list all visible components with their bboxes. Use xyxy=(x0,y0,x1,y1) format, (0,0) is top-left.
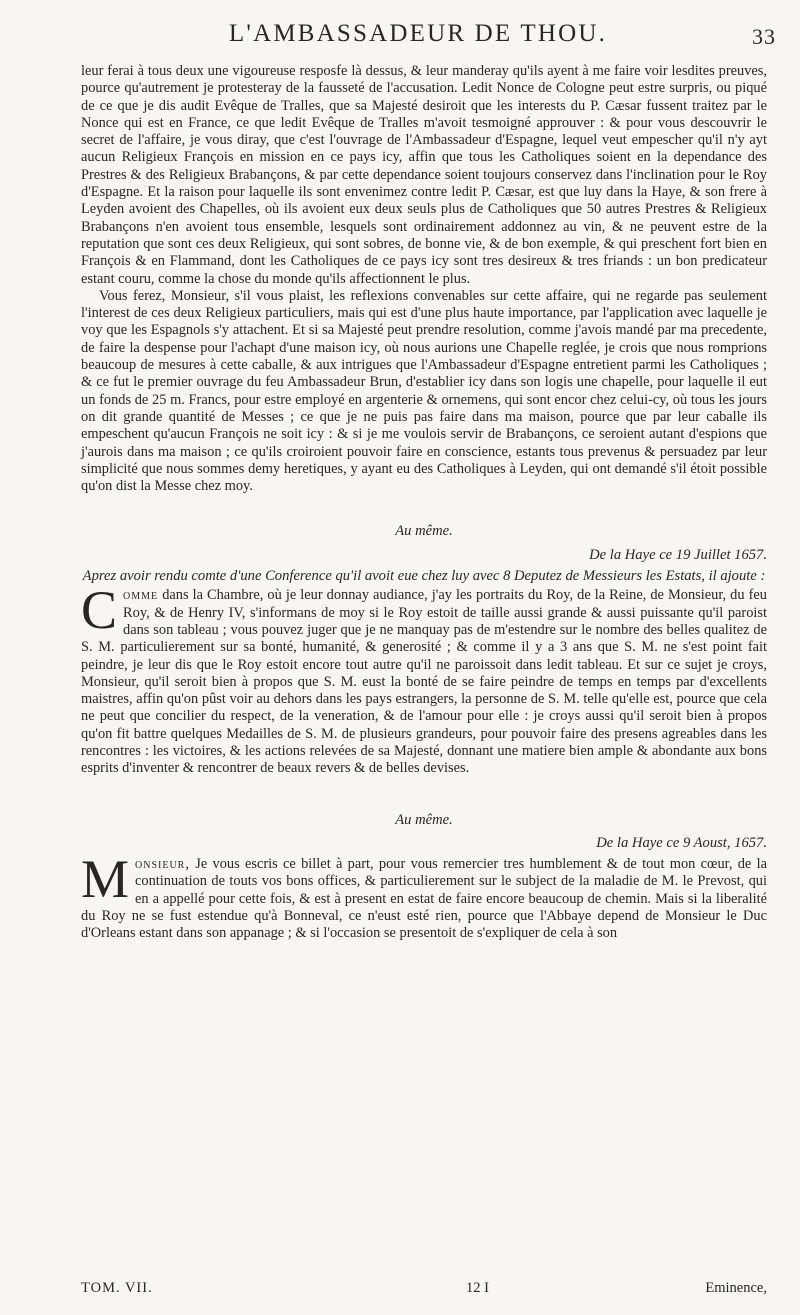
dropcap-m: M xyxy=(81,849,130,910)
letter-heading-2: Au même. xyxy=(395,811,453,828)
paragraph-4-body: Je vous escris ce billet à part, pour vous remercier tres humblement & de tout mon cœur, de la continuation de touts vos bons offices, & particulierement sur le subject de la maladie de M. le Prevost, qui en a appellé pour cette fois, & est à present en estat de faire encore beaucoup de chemin. Mais si la liberalité du Roy ne se fust estendue qu'à Bonneval, ce n'eust esté rien, pource que l'Abbaye depend de Monsieur le Duc d'Orleans estant dans son appanage ; & si l'occasion se presentoit de s'expliquer de cela à son xyxy=(81,856,767,942)
page-footer xyxy=(81,1280,767,1300)
paragraph-3 xyxy=(81,580,767,777)
tome-label: TOM. VII. xyxy=(81,1280,153,1296)
catchword: Eminence, xyxy=(705,1280,767,1296)
letter-heading-1: Au même. xyxy=(395,523,453,540)
signature-mark: 12 I xyxy=(466,1280,489,1296)
editorial-note: Aprez avoir rendu comte d'une Conference qu'il avoit eue chez luy avec 8 Deputez de Messieurs les Estats, il ajoute : xyxy=(82,568,766,585)
dateline-2: De la Haye ce 9 Aoust, 1657. xyxy=(596,834,767,851)
dropcap-c: C xyxy=(81,580,118,641)
paragraph-3-body: dans la Chambre, où je leur donnay audiance, j'ay les portraits du Roy, de la Reine, de Monsieur, du feu Roy, & de Henry IV, s'informans de moy si le Roy estoit de taille aussi grande & aussi puissante qu'il paroist dans son tableau ; vous pouvez juger que je ne manquay pas de m'estendre sur le nombre des belles qualitez de S. M. particulierement sur sa bonté, humanité, & generosité ; & comme il y a 3 ans que S. M. ne s'est point fait peindre, je leur dis que le Roy estoit encore tout autre qu'il ne paroissoit dans ledit tableau. Et sur ce sujet je croys, Monsieur, qu'il seroit bien à propos que S. M. eust la bonté de se faire peindre de temps en temps par d'excellents maistres, affin qu'on pûst voir au dehors dans les pays estrangers, la personne de S. M. telle qu'elle est, pource que cela ne peut que concilier du respect, de la veneration, & de l'amour pour elle : je croys aussi qu'il seroit bien à propos qu'on fit battre quelques Medailles de S. M. de plusieurs grandeurs, pour pouvoir faire des presens agreables dans les rencontres : les victoires, & les actions relevées de sa Majesté, donnant une matiere bien ample & abondante aux bons esprits d'inventer & rencontrer de beaux revers & de belles devises. xyxy=(81,587,767,777)
body-text xyxy=(81,63,767,943)
page-number: 33 xyxy=(752,24,776,49)
lead-word-comme: omme xyxy=(123,587,159,604)
paragraph-1: leur ferai à tous deux une vigoureuse resposfe là dessus, & leur manderay qu'ils ayent à me faire voir lesdites preuves, pource qu'autrement je protesteray de la fausseté de l'accusation. Ledit Nonce de Cologne peut estre surpris, ou piqué de ce que je dis audit Evêque de Tralles, que sa Majesté desiroit que les interests du P. Cæsar fussent traitez par le Nonce qui est en France, ce que ledit Evêque de Tralles m'avoit tesmoigné approuver : & pour vous descouvrir le secret de l'affaire, je vous diray, que c'est l'ouvrage de l'Ambassadeur d'Espagne, lequel veut empescher qu'il n'y ayt aucun Religieux François en mission en ce pays icy, affin que tous les Catholiques soient en la dependance des Prestres & des Religieux Brabançons, & par cette dependance soient toujours conservez dans l'inclination pour le Roy d'Espagne. Et la raison pour laquelle ils sont envenimez contre ledit P. Cæsar, est que luy dans la Haye, & son frere à Leyden avoient des Chapelles, où ils avoient eux deux seuls plus de Catholiques que 50 autres Prestres & Religieux Brabançons n'en avoient tous ensemble, lesquels sont ordinairement addonnez au vin, & ne peuvent estre de la reputation que sont ces deux Religieux, qui sont sobres, de bonne vie, & de bon exemple, & qui preschent fort bien en François & en Flammand, dont les Catholiques de ce pays icy sont tres desireux & tres friands : un bon predicateur estant couru, comme la chose du monde qu'ils affectionnent le plus. xyxy=(81,63,767,287)
paragraph-4 xyxy=(81,849,767,942)
lead-word-monsieur: onsieur, xyxy=(135,856,190,873)
paragraph-2: Vous ferez, Monsieur, s'il vous plaist, les reflexions convenables sur cette affaire, qui ne regarde pas seulement l'interest de ces deux Religieux particuliers, mais qui est d'une plus haute importance, par l'application avec laquelle je voy que les Espagnols s'y attachent. Et si sa Majesté peut prendre resolution, comme j'avois mandé par ma precedente, de faire la despense pour l'achapt d'une maison icy, où nous aurions une Chapelle reglée, je crois que nous romprions beaucoup de mesures à cette caballe, & aux intrigues que l'Ambassadeur d'Espagne entretient parmi les Catholiques ; & ce fut le premier ouvrage du feu Ambassadeur Brun, d'establier icy dans son logis une chapelle, pour laquelle il eut un fonds de 25 m. Francs, pour estre employé en argenterie & ornemens, qui sont encor chez celui-cy, où tous les jours on dit grande quantité de Messes ; ce que je ne puis pas faire dans ma maison, pource que par leur caballe ils empeschent qu'aucun François ne soit icy : & si je me voulois servir de Brabançons, ce seroient autant d'espions que j'aurois dans ma maison ; ce qu'ils croiroient pouvoir faire en conscience, estants tous prevenus & persuadez par leur simplicité que nous sommes demy heretiques, y ayant eu des Catholiques à Leyden, qui ont demandé s'il étoit possible qu'on dist la Messe chez moy. xyxy=(81,287,767,495)
running-title: L'AMBASSADEUR DE THOU. xyxy=(228,20,608,47)
dateline-1: De la Haye ce 19 Juillet 1657. xyxy=(589,546,767,563)
